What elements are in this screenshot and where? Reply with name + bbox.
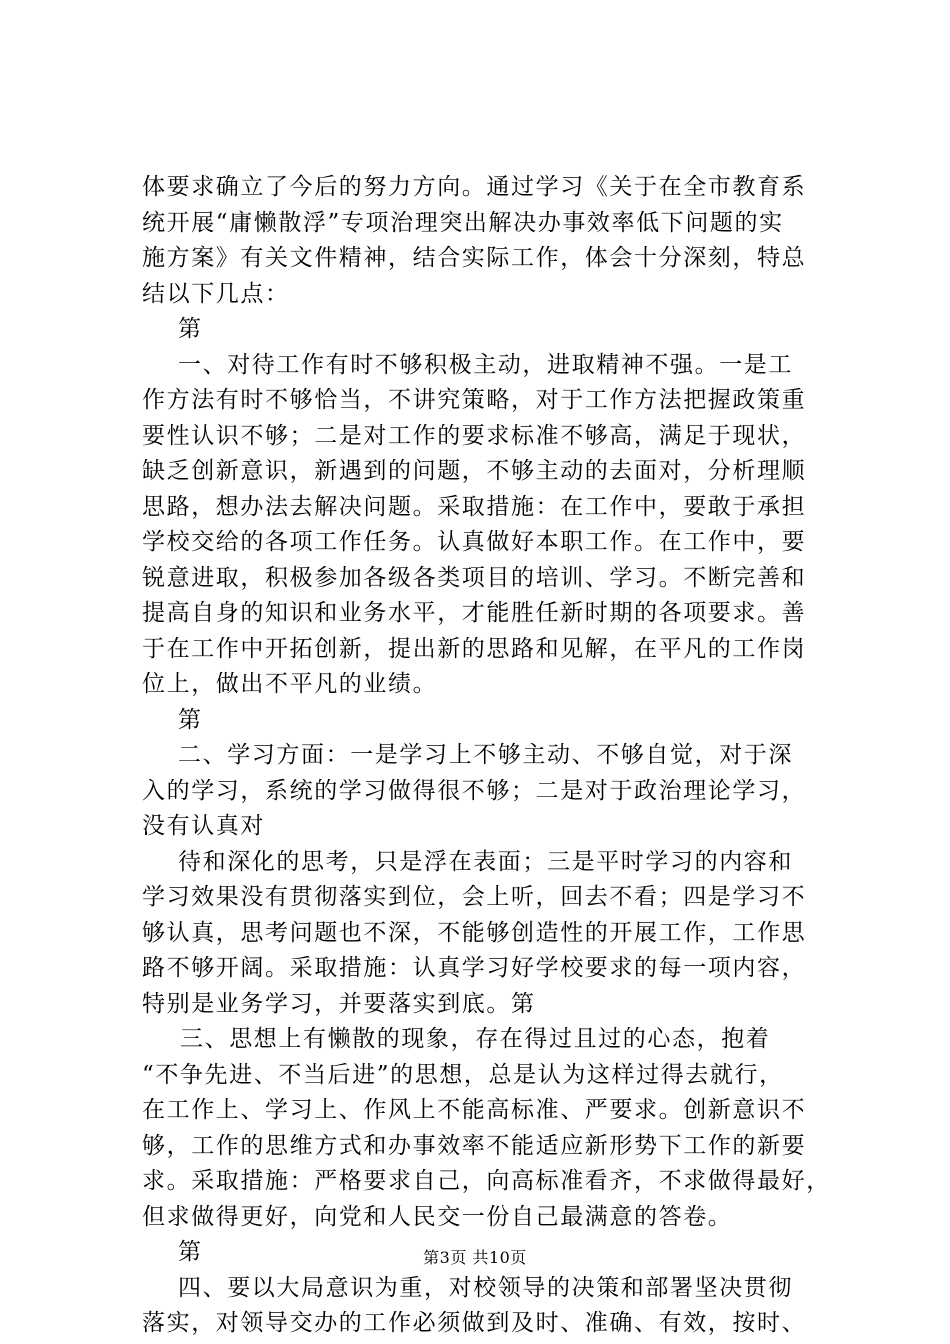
text-line: 作方法有时不够恰当，不讲究策略，对于工作方法把握政策重: [142, 387, 807, 413]
text-line: 够认真，思考问题也不深，不能够创造性的开展工作，工作思: [142, 919, 807, 946]
text-line: 提高自身的知识和业务水平，才能胜任新时期的各项要求。善: [142, 600, 807, 626]
text-line: 思路，想办法去解决问题。采取措施：在工作中，要敢于承担: [142, 493, 807, 520]
text-line: 但求做得更好，向党和人民交一份自己最满意的答卷。: [142, 1203, 733, 1230]
text-line: 位上，做出不平凡的业绩。: [142, 671, 438, 697]
text-line: 在工作上、学习上、作风上不能高标准、严要求。创新意识不: [142, 1097, 807, 1123]
text-line: 特别是业务学习，并要落实到底。第: [142, 990, 536, 1017]
text-line: 结以下几点：: [142, 280, 290, 307]
text-line: 第: [178, 706, 203, 733]
text-line: 没有认真对: [142, 813, 265, 839]
text-line: “不争先进、不当后进”的思想，总是认为这样过得去就行，: [142, 1061, 784, 1088]
text-line: 待和深化的思考，只是浮在表面；三是平时学习的内容和: [178, 848, 793, 875]
text-line: 二、学习方面：一是学习上不够主动、不够自觉，对于深: [178, 742, 793, 768]
text-line: 入的学习，系统的学习做得很不够；二是对于政治理论学习，: [142, 777, 807, 804]
text-line: 要性认识不够；二是对工作的要求标准不够高，满足于现状，: [142, 422, 807, 449]
text-line: 缺乏创新意识，新遇到的问题，不够主动的去面对，分析理顺: [142, 458, 807, 484]
text-line: 第: [178, 316, 203, 342]
text-line: 求。采取措施：严格要求自己，向高标准看齐，不求做得最好，: [142, 1168, 831, 1194]
page-footer: 第3页 共10页: [423, 1248, 527, 1267]
text-line: 四、要以大局意识为重，对校领导的决策和部署坚决贯彻: [178, 1274, 793, 1301]
text-line: 锐意进取，积极参加各级各类项目的培训、学习。不断完善和: [142, 564, 807, 591]
text-line: 路不够开阔。采取措施：认真学习好学校要求的每一项内容，: [142, 955, 807, 981]
text-line: 施方案》有关文件精神，结合实际工作，体会十分深刻，特总: [142, 245, 807, 271]
text-line: 统开展“庸懒散浮”专项治理突出解决办事效率低下问题的实: [142, 209, 784, 236]
text-line: 学习效果没有贯彻落实到位，会上听，回去不看；四是学习不: [142, 884, 807, 910]
text-line: 三、思想上有懒散的现象，存在得过且过的心态，抱着: [180, 1026, 771, 1052]
text-line: 学校交给的各项工作任务。认真做好本职工作。在工作中，要: [142, 529, 807, 555]
text-line: 一、对待工作有时不够积极主动，进取精神不强。一是工: [178, 351, 793, 378]
text-line: 体要求确立了今后的努力方向。通过学习《关于在全市教育系: [142, 174, 807, 200]
text-line: 于在工作中开拓创新，提出新的思路和见解，在平凡的工作岗: [142, 635, 807, 662]
text-line: 落实，对领导交办的工作必须做到及时、准确、有效，按时、: [142, 1310, 807, 1336]
text-line: 够，工作的思维方式和办事效率不能适应新形势下工作的新要: [142, 1132, 807, 1159]
text-line: 第: [178, 1239, 203, 1265]
body-text: [142, 170, 832, 1342]
